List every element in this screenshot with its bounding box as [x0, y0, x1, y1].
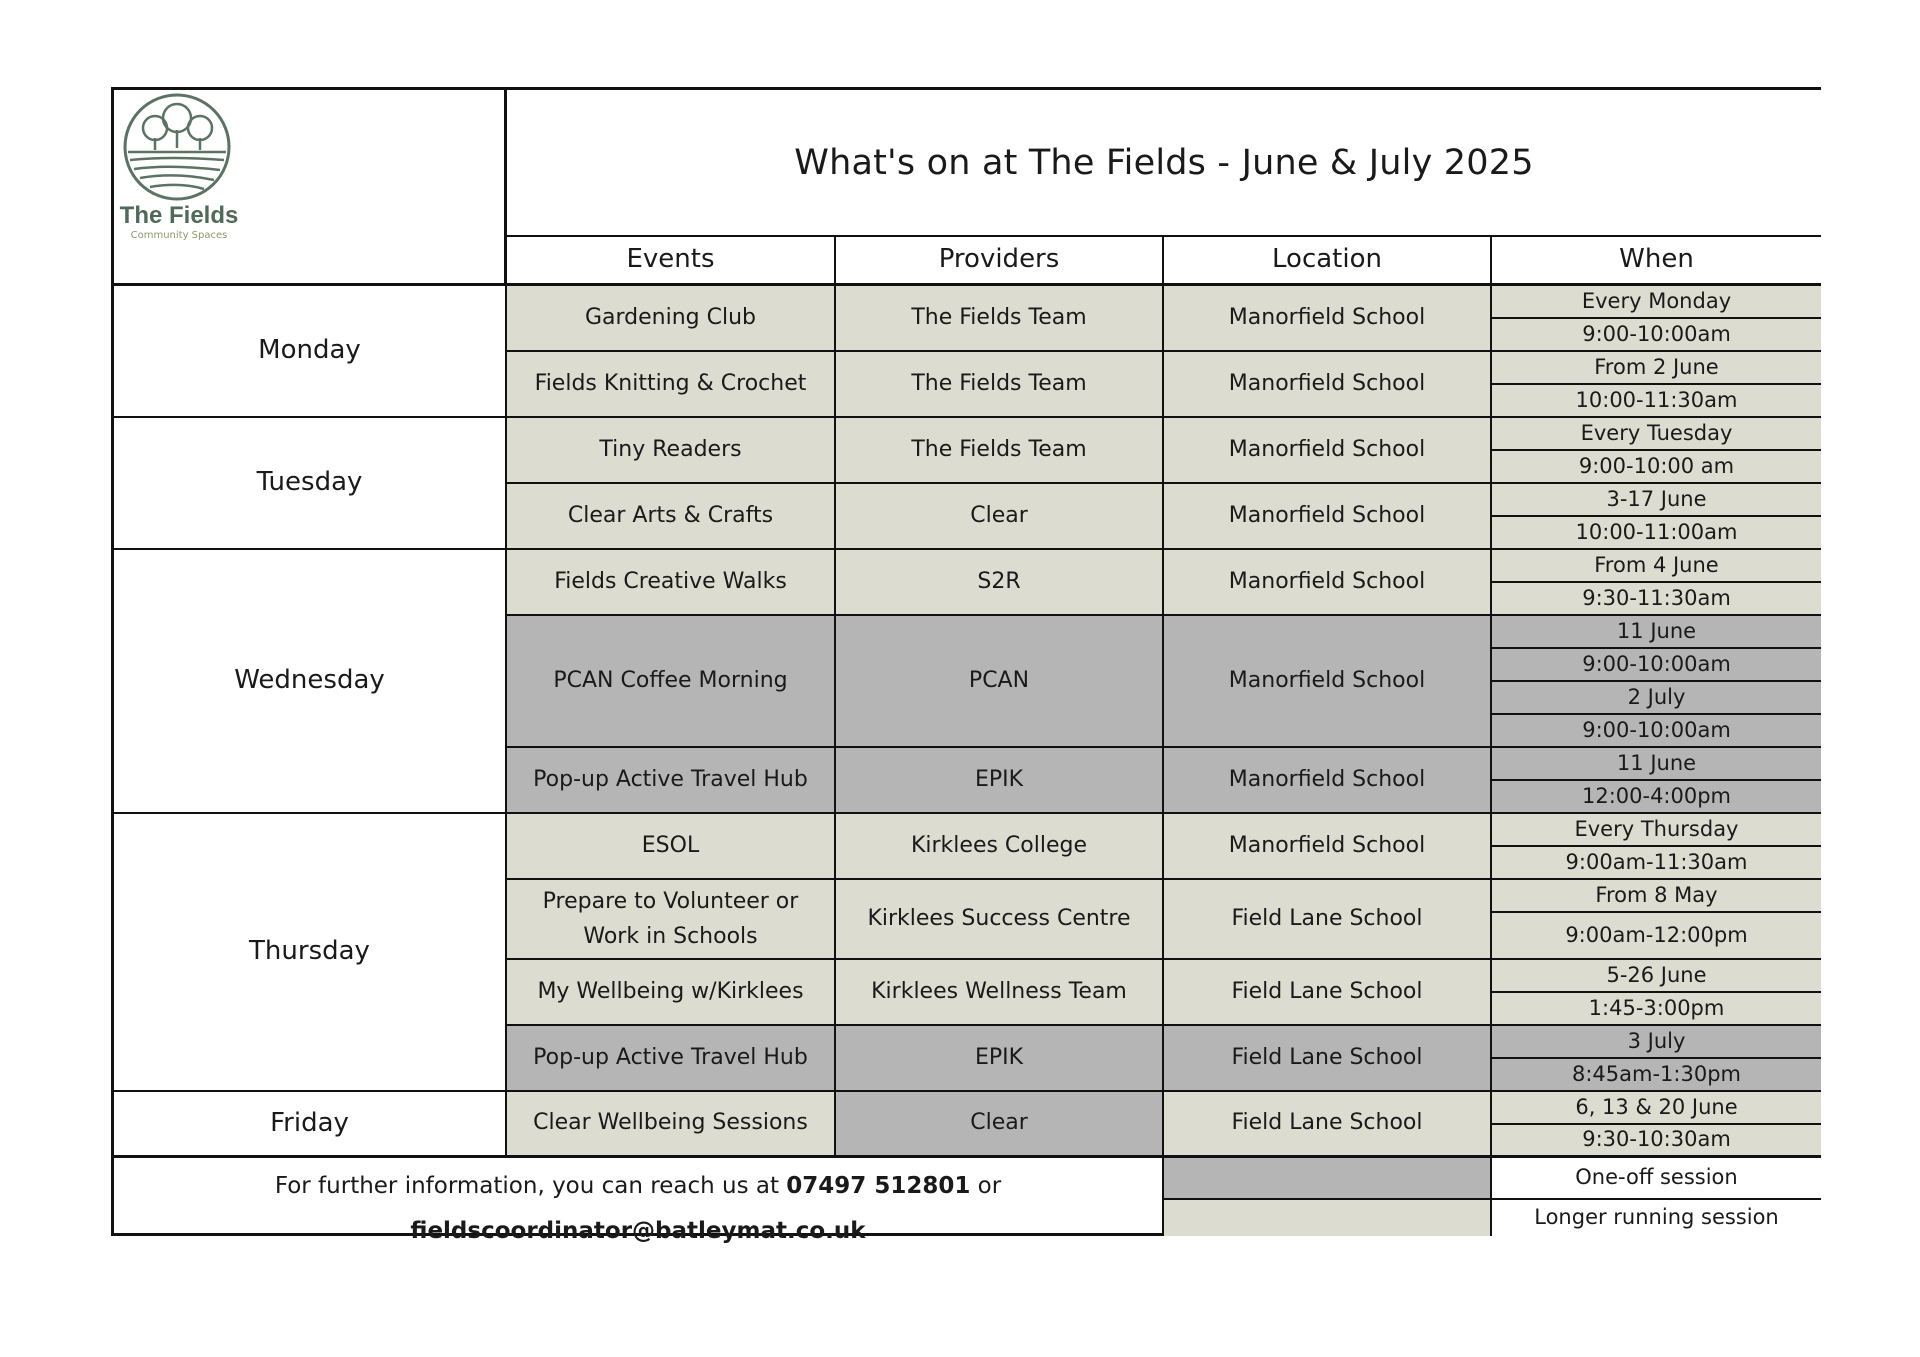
when-cell: 2 July	[1492, 682, 1821, 715]
email-address: fieldscoordinator@batleymat.co.uk	[410, 1218, 866, 1244]
location-cell: Manorfield School	[1164, 814, 1492, 880]
provider-cell: S2R	[836, 550, 1164, 616]
provider-cell: PCAN	[836, 616, 1164, 748]
when-cell: 11 June	[1492, 748, 1821, 781]
when-cell: Every Tuesday	[1492, 418, 1821, 451]
when-cell: 9:00-10:00am	[1492, 319, 1821, 352]
event-cell: PCAN Coffee Morning	[507, 616, 836, 748]
contact-info	[114, 1158, 1164, 1244]
when-cell: 9:00-10:00 am	[1492, 451, 1821, 484]
event-cell: Pop-up Active Travel Hub	[507, 748, 836, 814]
logo-area	[114, 90, 507, 286]
header-providers: Providers	[836, 237, 1164, 286]
logo-subtitle: Community Spaces	[130, 230, 228, 241]
phone-number: 07497 512801	[786, 1173, 971, 1199]
when-cell: 1:45-3:00pm	[1492, 993, 1821, 1026]
when-cell: 10:00-11:30am	[1492, 385, 1821, 418]
when-cell: From 2 June	[1492, 352, 1821, 385]
when-cell: 8:45am-1:30pm	[1492, 1059, 1821, 1092]
provider-cell: Clear	[836, 1092, 1164, 1158]
provider-cell: Kirklees Success Centre	[836, 880, 1164, 960]
event-line: Work in Schools	[583, 924, 758, 949]
day-wednesday: Wednesday	[114, 550, 507, 814]
event-cell: My Wellbeing w/Kirklees	[507, 960, 836, 1026]
when-cell: Every Monday	[1492, 286, 1821, 319]
trees-field-logo-icon	[120, 90, 235, 205]
event-line: Prepare to Volunteer or	[542, 888, 799, 914]
location-cell: Field Lane School	[1164, 1026, 1492, 1092]
provider-cell: Kirklees Wellness Team	[836, 960, 1164, 1026]
legend-swatch-one-off	[1164, 1158, 1492, 1200]
location-cell: Manorfield School	[1164, 484, 1492, 550]
event-cell: Fields Knitting & Crochet	[507, 352, 836, 418]
when-cell: 11 June	[1492, 616, 1821, 649]
when-cell: 9:00-10:00am	[1492, 715, 1821, 748]
location-cell: Manorfield School	[1164, 616, 1492, 748]
when-cell: 9:00-10:00am	[1492, 649, 1821, 682]
day-friday: Friday	[114, 1092, 507, 1158]
logo-name: The Fields	[119, 202, 239, 229]
when-cell: Every Thursday	[1492, 814, 1821, 847]
provider-cell: The Fields Team	[836, 286, 1164, 352]
location-cell: Field Lane School	[1164, 1092, 1492, 1158]
provider-cell: EPIK	[836, 1026, 1164, 1092]
when-cell: 6, 13 & 20 June	[1492, 1092, 1821, 1125]
location-cell: Manorfield School	[1164, 286, 1492, 352]
provider-cell: Clear	[836, 484, 1164, 550]
when-cell: From 8 May	[1492, 880, 1821, 913]
location-cell: Manorfield School	[1164, 550, 1492, 616]
event-cell: Clear Wellbeing Sessions	[507, 1092, 836, 1158]
contact-text: For further information, you can reach us at	[274, 1173, 787, 1199]
page-title: What's on at The Fields - June & July 2025	[507, 90, 1821, 237]
header-location: Location	[1164, 237, 1492, 286]
legend-longer-label: Longer running session	[1492, 1200, 1821, 1236]
provider-cell: EPIK	[836, 748, 1164, 814]
day-tuesday: Tuesday	[114, 418, 507, 550]
legend-swatch-longer	[1164, 1200, 1492, 1236]
provider-cell: Kirklees College	[836, 814, 1164, 880]
event-cell	[507, 880, 836, 960]
event-cell: Pop-up Active Travel Hub	[507, 1026, 836, 1092]
event-cell: Fields Creative Walks	[507, 550, 836, 616]
schedule-table	[111, 87, 1821, 1244]
location-cell: Field Lane School	[1164, 960, 1492, 1026]
location-cell: Manorfield School	[1164, 352, 1492, 418]
when-cell: 5-26 June	[1492, 960, 1821, 993]
location-cell: Field Lane School	[1164, 880, 1492, 960]
email-line	[114, 1209, 1162, 1254]
when-cell: From 4 June	[1492, 550, 1821, 583]
when-cell: 10:00-11:00am	[1492, 517, 1821, 550]
when-cell: 9:00am-12:00pm	[1492, 913, 1821, 960]
when-cell: 9:00am-11:30am	[1492, 847, 1821, 880]
when-cell: 3 July	[1492, 1026, 1821, 1059]
when-cell: 3-17 June	[1492, 484, 1821, 517]
event-cell: ESOL	[507, 814, 836, 880]
day-monday: Monday	[114, 286, 507, 418]
header-when: When	[1492, 237, 1821, 286]
location-cell: Manorfield School	[1164, 748, 1492, 814]
location-cell: Manorfield School	[1164, 418, 1492, 484]
event-cell: Gardening Club	[507, 286, 836, 352]
day-thursday: Thursday	[114, 814, 507, 1092]
when-cell: 9:30-11:30am	[1492, 583, 1821, 616]
provider-cell: The Fields Team	[836, 418, 1164, 484]
contact-line	[114, 1164, 1162, 1209]
legend-one-off-label: One-off session	[1492, 1158, 1821, 1200]
event-cell: Clear Arts & Crafts	[507, 484, 836, 550]
when-cell: 9:30-10:30am	[1492, 1125, 1821, 1158]
contact-text-after: or	[970, 1173, 1002, 1199]
header-events: Events	[507, 237, 836, 286]
provider-cell: The Fields Team	[836, 352, 1164, 418]
event-cell: Tiny Readers	[507, 418, 836, 484]
when-cell: 12:00-4:00pm	[1492, 781, 1821, 814]
